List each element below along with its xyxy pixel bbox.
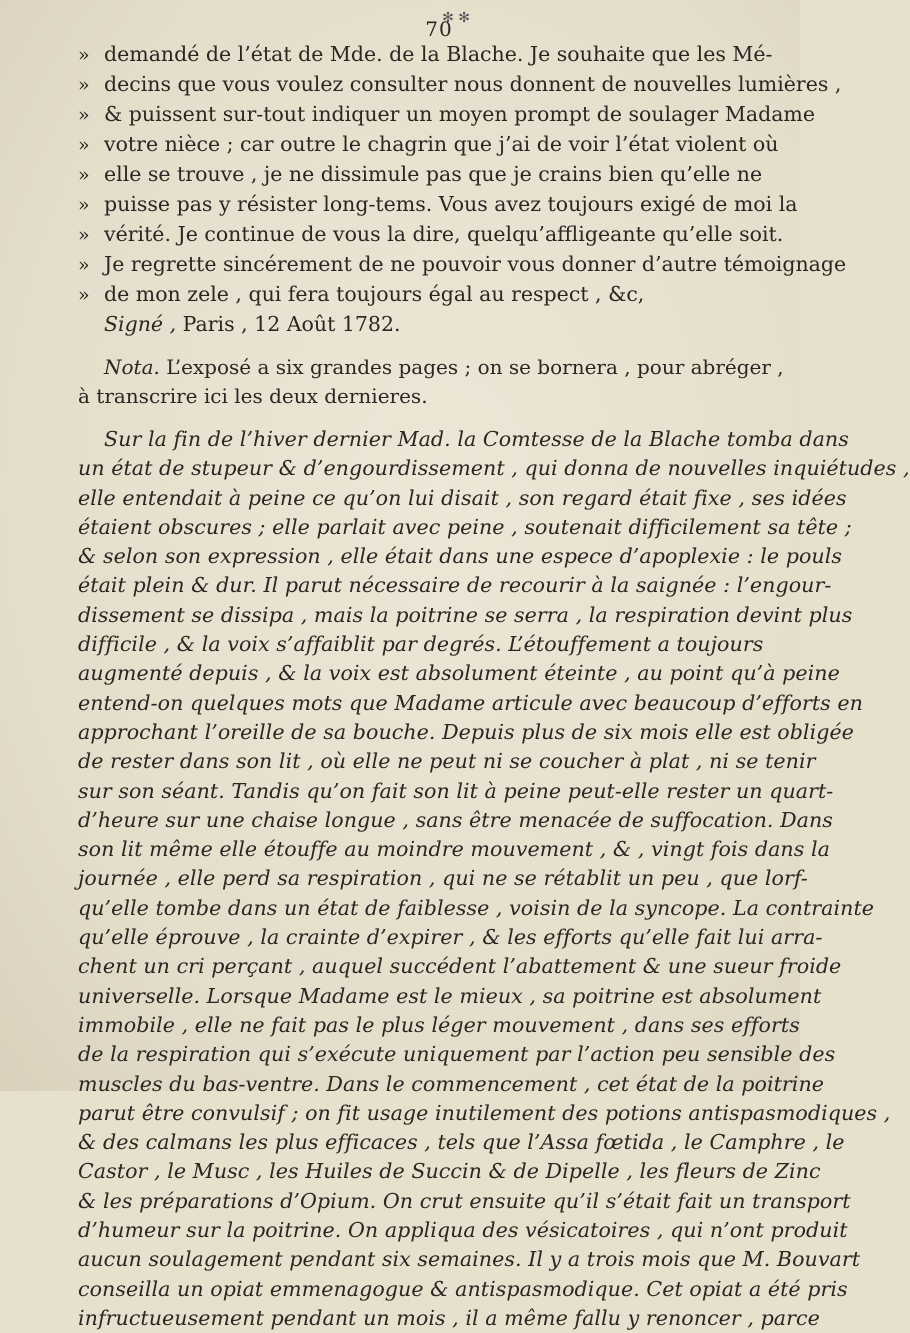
body-line: d’humeur sur la poitrine. On appliqua des vésicatoires , qui n’ont produit	[78, 1218, 848, 1243]
body-line: approchant l’oreille de sa bouche. Depuis plus de six mois elle est obligée	[78, 719, 854, 744]
signature-place-date: Paris , 12 Août 1782.	[182, 312, 401, 336]
body-line: infructueusement pendant un mois , il a même fallu y renoncer , parce	[78, 1305, 820, 1330]
body-line: étaient obscures ; elle parlait avec peine , soutenait difficilement sa tête ;	[78, 514, 852, 539]
letter-line: » de mon zele , qui fera toujours égal au respect , &c,	[78, 280, 748, 310]
corner-marks: ✻ ✻	[442, 10, 470, 26]
body-line: conseilla un opiat emmenagogue & antispasmodique. Cet opiat a été pris	[78, 1276, 848, 1301]
body-line: un état de stupeur & d’engourdissement , qui donna de nouvelles inquiétudes ,	[78, 456, 910, 481]
quote-mark: »	[78, 134, 90, 156]
body-line: universelle. Lorsque Madame est le mieux , sa poitrine est absolument	[78, 983, 822, 1008]
body-line: & selon son expression , elle était dans une espece d’apoplexie : le pouls	[78, 544, 842, 569]
body-line: entend-on quelques mots que Madame articule avec beaucoup d’efforts en	[78, 690, 863, 715]
quote-mark: »	[78, 104, 90, 126]
letter-line: » decins que vous voulez consulter nous donnent de nouvelles lumières ,	[78, 70, 748, 100]
body-line: était plein & dur. Il parut nécessaire de recourir à la saignée : l’engour-	[78, 573, 832, 598]
quote-mark: »	[78, 74, 90, 96]
letter-line: » Je regrette sincérement de ne pouvoir vous donner d’autre témoignage	[78, 250, 748, 280]
body-line: elle entendait à peine ce qu’on lui disait , son regard était fixe , ses idées	[78, 485, 847, 510]
letter-line: » demandé de l’état de Mde. de la Blache. Je souhaite que les Mé-	[78, 40, 748, 70]
body-line: de la respiration qui s’exécute uniquement par l’action peu sensible des	[78, 1042, 836, 1067]
letter-line: » elle se trouve , je ne dissimule pas que je crains bien qu’elle ne	[78, 160, 748, 190]
body-line: d’heure sur une chaise longue , sans être menacée de suffocation. Dans	[78, 807, 833, 832]
letter-line: » & puissent sur-tout indiquer un moyen prompt de soulager Madame	[78, 100, 748, 130]
nota-block	[78, 353, 784, 411]
body-line: & les préparations d’Opium. On crut ensuite qu’il s’était fait un transport	[78, 1188, 851, 1213]
quote-mark: »	[78, 164, 90, 186]
body-line: aucun soulagement pendant six semaines. Il y a trois mois que M. Bouvart	[78, 1247, 861, 1272]
report-body	[78, 425, 910, 1333]
body-line: qu’elle éprouve , la crainte d’expirer , & les efforts qu’elle fait lui arra-	[78, 925, 823, 950]
body-line: sur son séant. Tandis qu’on fait son lit à peine peut-elle rester un quart-	[78, 778, 834, 803]
nota-line: Nota. L’exposé a six grandes pages ; on se bornera , pour abréger ,	[104, 355, 784, 379]
body-line: parut être convulsif ; on fit usage inutilement des potions antispasmodiques ,	[78, 1100, 891, 1125]
letter-line: » vérité. Je continue de vous la dire, quelqu’affligeante qu’elle soit.	[78, 220, 748, 250]
quote-mark: »	[78, 254, 90, 276]
quote-mark: »	[78, 44, 90, 66]
body-line: dissement se dissipa , mais la poitrine se serra , la respiration devint plus	[78, 602, 853, 627]
page-number: 70	[425, 17, 453, 41]
letter-line: » votre nièce ; car outre le chagrin que j’ai de voir l’état violent où	[78, 130, 748, 160]
body-line: qu’elle tombe dans un état de faiblesse , voisin de la syncope. La contrainte	[78, 895, 875, 920]
quoted-letter	[78, 40, 847, 339]
body-line: muscles du bas-ventre. Dans le commencement , cet état de la poitrine	[78, 1071, 824, 1096]
body-line: immobile , elle ne fait pas le plus léger mouvement , dans ses efforts	[78, 1012, 800, 1037]
signature-label: Signé ,	[104, 312, 177, 336]
nota-line: à transcrire ici les deux dernieres.	[78, 384, 428, 408]
body-line: chent un cri perçant , auquel succédent l’abattement & une sueur froide	[78, 954, 842, 979]
nota-label: Nota.	[104, 355, 160, 379]
body-line: difficile , & la voix s’affaiblit par degrés. L’étouffement a toujours	[78, 632, 764, 657]
body-line: & des calmans les plus efficaces , tels que l’Assa fœtida , le Camphre , le	[78, 1130, 845, 1155]
letter-line: » puisse pas y résister long-tems. Vous avez toujours exigé de moi la	[78, 190, 748, 220]
body-line: de rester dans son lit , où elle ne peut ni se coucher à plat , ni se tenir	[78, 749, 816, 774]
body-line: Sur la fin de l’hiver dernier Mad. la Comtesse de la Blache tomba dans	[104, 427, 849, 451]
signature-line	[78, 310, 770, 339]
body-line: son lit même elle étouffe au moindre mouvement , & , vingt fois dans la	[78, 837, 830, 862]
body-line: journée , elle perd sa respiration , qui ne se rétablit un peu , que lorf-	[78, 866, 808, 891]
quote-mark: »	[78, 224, 90, 246]
quote-mark: »	[78, 194, 90, 216]
quote-mark: »	[78, 284, 90, 306]
body-line: Castor , le Musc , les Huiles de Succin & de Dipelle , les fleurs de Zinc	[78, 1159, 821, 1184]
body-line: augmenté depuis , & la voix est absolument éteinte , au point qu’à peine	[78, 661, 840, 686]
